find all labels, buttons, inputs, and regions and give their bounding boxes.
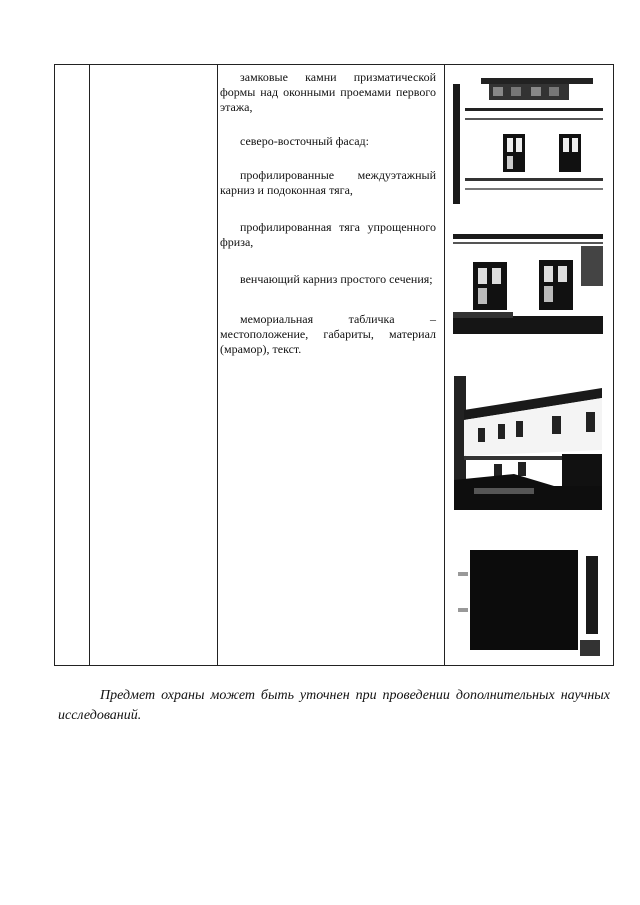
building-photo-northeast [454, 376, 602, 510]
description-paragraph: северо-восточный фасад: [240, 134, 369, 148]
description-paragraph: венчающий карниз простого сечения; [240, 272, 433, 286]
footnote: Предмет охраны может быть уточнен при проведении дополнительных научных исследований. [58, 688, 610, 723]
memorial-plaque-photo [458, 536, 604, 660]
facade-photo-cornice [453, 216, 603, 334]
column-divider [217, 65, 218, 665]
description-paragraph: профилированные междуэтажный карниз и подоконная тяга, [220, 168, 436, 197]
column-divider [89, 65, 90, 665]
description-paragraph: мемориальная табличка – местоположение, габариты, материал (мрамор), текст. [220, 312, 436, 356]
description-cell [220, 70, 436, 376]
column-divider [444, 65, 445, 665]
description-paragraph: профилированная тяга упрощенного фриза, [220, 220, 436, 249]
description-paragraph: замковые камни призматической формы над оконными проемами первого этажа, [220, 70, 436, 114]
facade-photo-windows [453, 70, 603, 204]
